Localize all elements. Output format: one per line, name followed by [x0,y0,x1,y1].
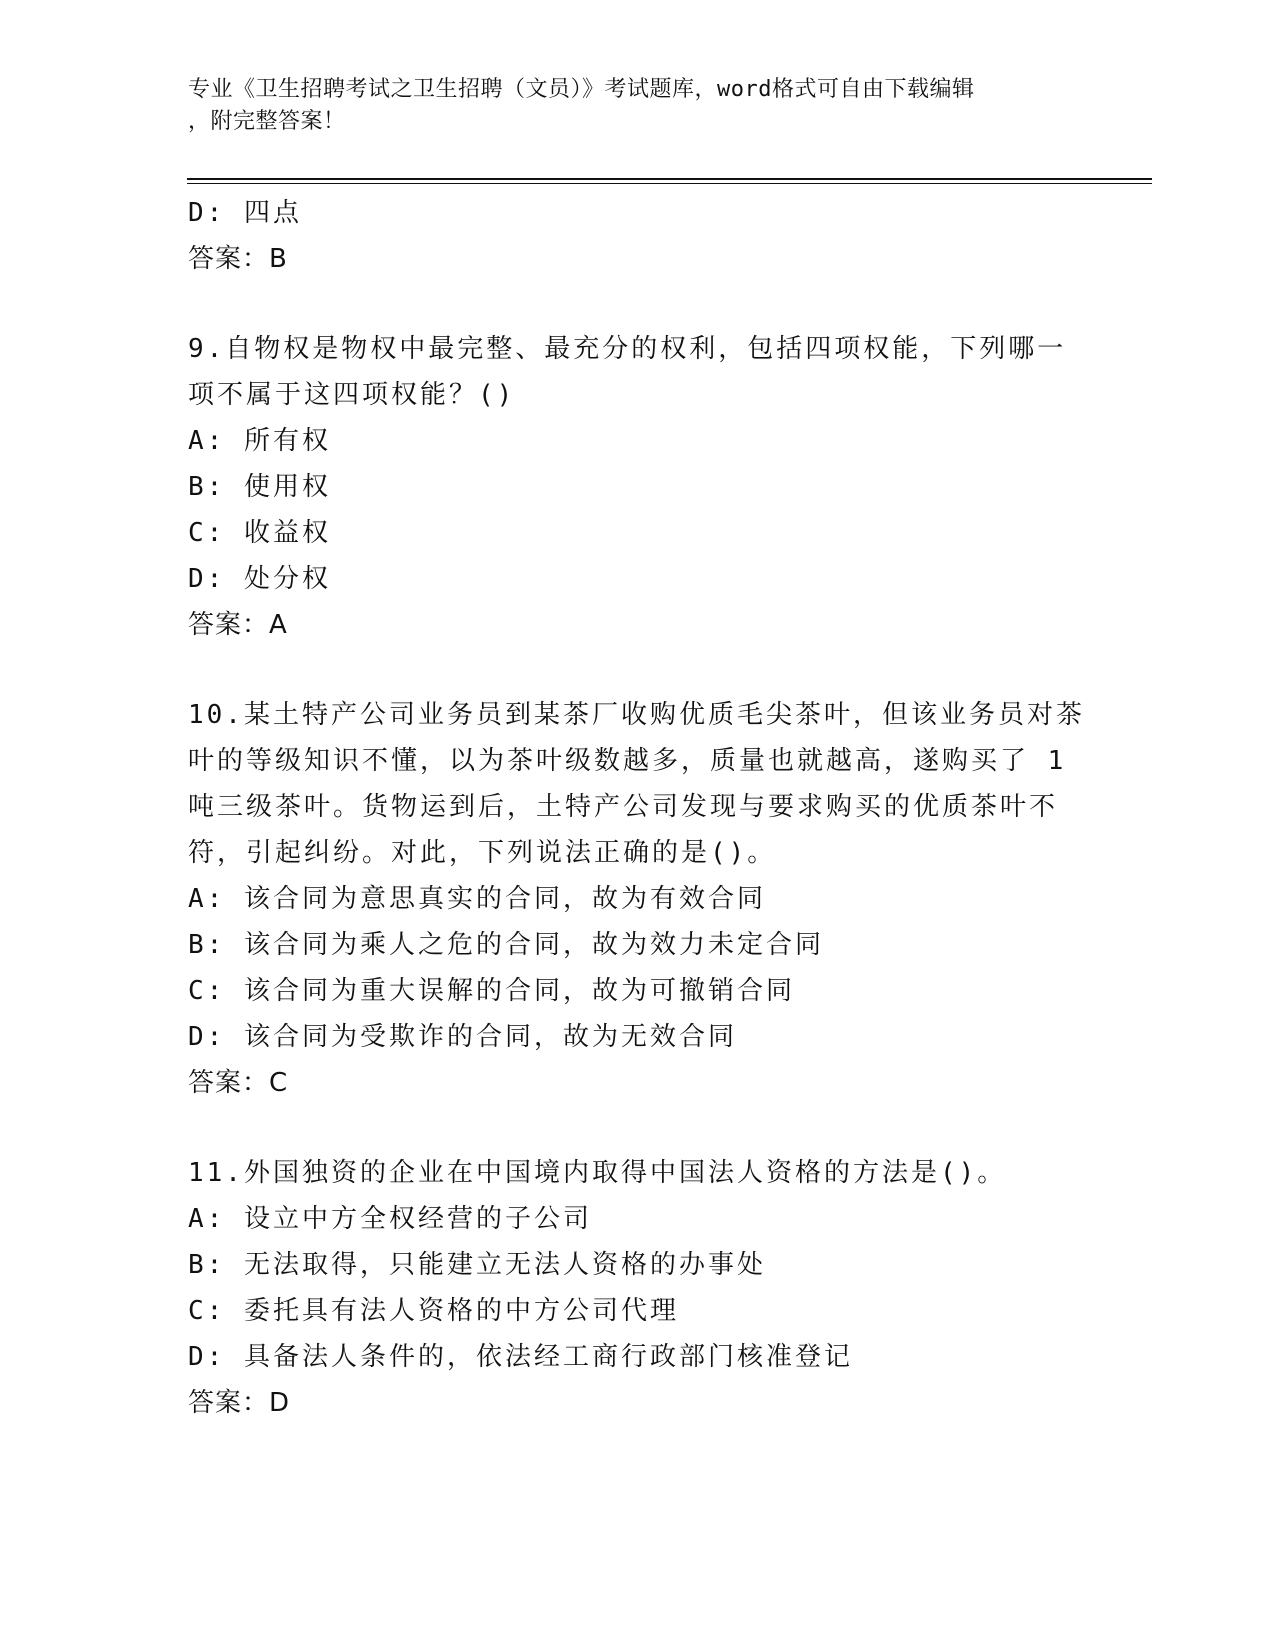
question-stem-line: 10.某土特产公司业务员到某茶厂收购优质毛尖茶叶，但该业务员对茶 [188,700,1085,730]
answer-line: 答案：C [188,1068,289,1098]
question-stem-line: 11.外国独资的企业在中国境内取得中国法人资格的方法是()。 [188,1158,1007,1188]
question-stem-line: 项不属于这四项权能？() [188,380,516,410]
spacer [188,282,1088,326]
option-a: A: 该合同为意思真实的合同，故为有效合同 [188,884,766,914]
option-c: C: 收益权 [188,518,331,548]
header-rule-thin [187,183,1152,184]
option-a: A: 设立中方全权经营的子公司 [188,1204,592,1234]
option-a: A: 所有权 [188,426,331,456]
header-line-2: ，附完整答案！ [188,109,346,134]
option-c: C: 该合同为重大误解的合同，故为可撤销合同 [188,976,795,1006]
answer-line: 答案：D [188,1388,291,1418]
question-9 [188,326,1088,648]
spacer [188,648,1088,692]
option-b: B: 无法取得，只能建立无法人资格的办事处 [188,1250,766,1280]
option-d: D: 具备法人条件的，依法经工商行政部门核准登记 [188,1342,853,1372]
question-11 [188,1150,1088,1426]
option-d: D: 四点 [188,198,302,228]
question-stem-line: 吨三级茶叶。货物运到后，土特产公司发现与要求购买的优质茶叶不 [188,792,1059,822]
option-d: D: 处分权 [188,564,331,594]
question-stem-line: 符，引起纠纷。对此，下列说法正确的是()。 [188,838,777,868]
answer-line: 答案：A [188,610,288,640]
document-body [188,190,1088,1426]
header-rule-thick [187,178,1152,180]
question-10 [188,692,1088,1106]
question-stem-line: 9.自物权是物权中最完整、最充分的权利，包括四项权能，下列哪一 [188,334,1067,364]
header-line-1: 专业《卫生招聘考试之卫生招聘（文员）》考试题库，word格式可自由下载编辑 [188,77,975,102]
option-d: D: 该合同为受欺诈的合同，故为无效合同 [188,1022,737,1052]
question-stem-line: 叶的等级知识不懂，以为茶叶级数越多，质量也就越高，遂购买了 1 [188,746,1067,776]
document-header [188,74,1068,138]
spacer [188,1106,1088,1150]
option-b: B: 使用权 [188,472,331,502]
option-b: B: 该合同为乘人之危的合同，故为效力未定合同 [188,930,824,960]
option-c: C: 委托具有法人资格的中方公司代理 [188,1296,679,1326]
answer-line: 答案：B [188,244,288,274]
